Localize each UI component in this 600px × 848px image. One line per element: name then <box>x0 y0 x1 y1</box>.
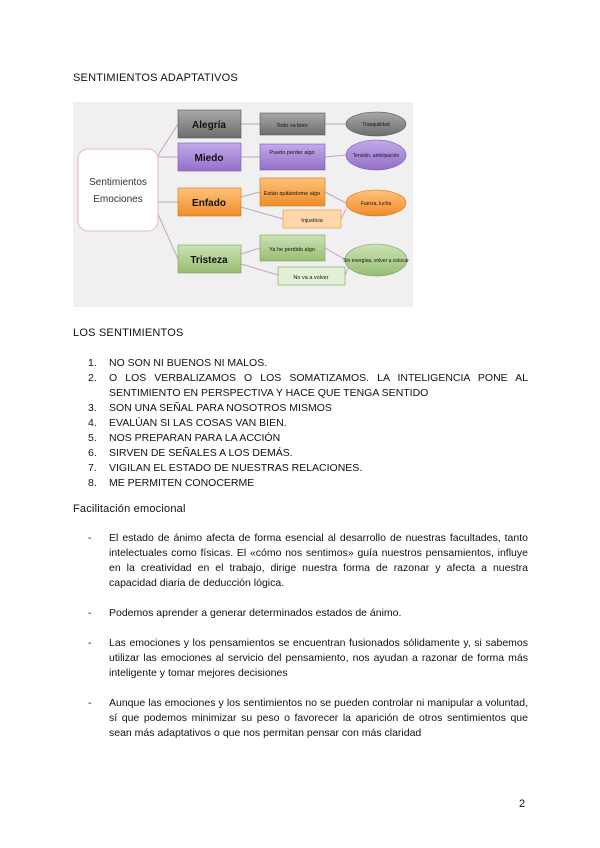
list-text: EVALÚAN SI LAS COSAS VAN BIEN. <box>109 417 287 429</box>
outcome-label-tranquilidad: Tranquilidad <box>362 122 390 128</box>
cause-label-puedo-perder <box>269 150 314 156</box>
bullet-text: Podemos aprender a generar determinados estados de ánimo. <box>109 607 402 619</box>
list-text: VIGILAN EL ESTADO DE NUESTRAS RELACIONES. <box>109 462 363 474</box>
emotion-label-alegria: Alegría <box>192 120 226 131</box>
emotion-label-miedo: Miedo <box>194 153 224 164</box>
list-item <box>88 401 528 416</box>
emotions-diagram-svg <box>73 102 413 307</box>
list-item <box>88 476 528 491</box>
list-number: 4. <box>88 417 97 429</box>
bullet-text: El estado de ánimo afecta de forma esencial al desarrollo de nuestras facultades, tanto intelectuales como físicas. El «cómo nos sentimos» guía nuestros pensamientos, influye en la creatividad en el trabajo, dirige nuestra forma de razonar y afecta a nuestra capacidad diaria de deducción lógica. <box>109 532 528 589</box>
outcome-cloud-tranquilidad <box>346 112 406 136</box>
list-text: SIRVEN DE SEÑALES A LOS DEMÁS. <box>109 447 293 459</box>
list-text: SON UNA SEÑAL PARA NOSOTROS MISMOS <box>109 402 332 414</box>
outcome-label-sin-energias: Sin energías, volver a colocar <box>343 258 409 264</box>
section-title-sentimientos-adaptativos: SENTIMIENTOS ADAPTATIVOS <box>73 72 238 84</box>
list-number: 1. <box>88 357 97 369</box>
bullet-item <box>88 531 528 591</box>
outcome-cloud-fuerza <box>346 190 406 216</box>
bullet-item <box>88 636 528 681</box>
sentimientos-list <box>88 356 528 491</box>
outcome-cloud-tension <box>346 140 406 170</box>
list-item <box>88 431 528 446</box>
bullet-item <box>88 696 528 741</box>
cause-label-puedo-perder-1: Puedo perder algo <box>269 150 315 156</box>
list-number: 2. <box>88 372 97 384</box>
center-node <box>78 149 158 231</box>
bullet-dash: - <box>88 607 92 619</box>
cause-label-todo-va-bien: Todo va bien <box>276 123 308 129</box>
cause-label-no-va-a-volver: No va a volver <box>293 275 329 281</box>
list-text: O LOS VERBALIZAMOS O LOS SOMATIZAMOS. LA INTELIGENCIA PONE AL SENTIMIENTO EN PERSPECTIVA Y HACE QUE TENGA SENTIDO <box>109 372 528 399</box>
list-item <box>88 416 528 431</box>
center-label-1: Sentimientos <box>89 177 147 188</box>
emotion-label-tristeza: Tristeza <box>190 255 228 266</box>
emotions-diagram <box>73 102 413 307</box>
cause-label-injusticia: Injusticia <box>301 218 323 224</box>
list-number: 5. <box>88 432 97 444</box>
list-text: ME PERMITEN CONOCERME <box>109 477 255 489</box>
outcome-label-fuerza: Fuerza, lucha <box>360 201 392 207</box>
list-item <box>88 356 528 371</box>
emotion-label-enfado: Enfado <box>192 198 226 209</box>
cause-node-puedo-perder <box>260 144 325 170</box>
outcome-cloud-sin-energias <box>343 244 409 276</box>
bullet-dash: - <box>88 532 92 544</box>
page-number: 2 <box>519 798 526 810</box>
section-title-los-sentimientos: LOS SENTIMIENTOS <box>73 327 184 339</box>
cause-label-ya-he-perdido: Ya he perdido algo <box>269 247 315 253</box>
list-text: NOS PREPARAN PARA LA ACCIÓN <box>109 432 281 444</box>
list-item <box>88 461 528 476</box>
list-number: 6. <box>88 447 97 459</box>
bullet-dash: - <box>88 637 92 649</box>
list-number: 8. <box>88 477 97 489</box>
bullet-text: Aunque las emociones y los sentimientos no se pueden controlar ni manipular a voluntad, sí que podemos minimizar su peso o favorecer la aparición de otros sentimientos que sean más adaptativos o que nos permitan pensar con más claridad <box>109 697 528 739</box>
bullet-text: Las emociones y los pensamientos se encuentran fusionados sólidamente y, si sabemos utilizar las emociones al servicio del pensamiento, nos ayudan a razonar de forma más inteligente y tomar mejores decisiones <box>109 637 528 679</box>
list-number: 3. <box>88 402 97 414</box>
outcome-label-tension: Tensión, anticipación <box>352 153 400 159</box>
list-item <box>88 371 528 401</box>
list-text: NO SON NI BUENOS NI MALOS. <box>109 357 268 369</box>
bullet-item <box>88 606 528 621</box>
section-title-facilitacion-emocional: Facilitación emocional <box>73 503 186 515</box>
bullet-dash: - <box>88 697 92 709</box>
list-item <box>88 446 528 461</box>
facilitacion-bullets <box>88 531 528 756</box>
list-number: 7. <box>88 462 97 474</box>
center-label-2: Emociones <box>93 194 143 205</box>
cause-label-quitandome: Están quitándome algo <box>263 191 321 197</box>
